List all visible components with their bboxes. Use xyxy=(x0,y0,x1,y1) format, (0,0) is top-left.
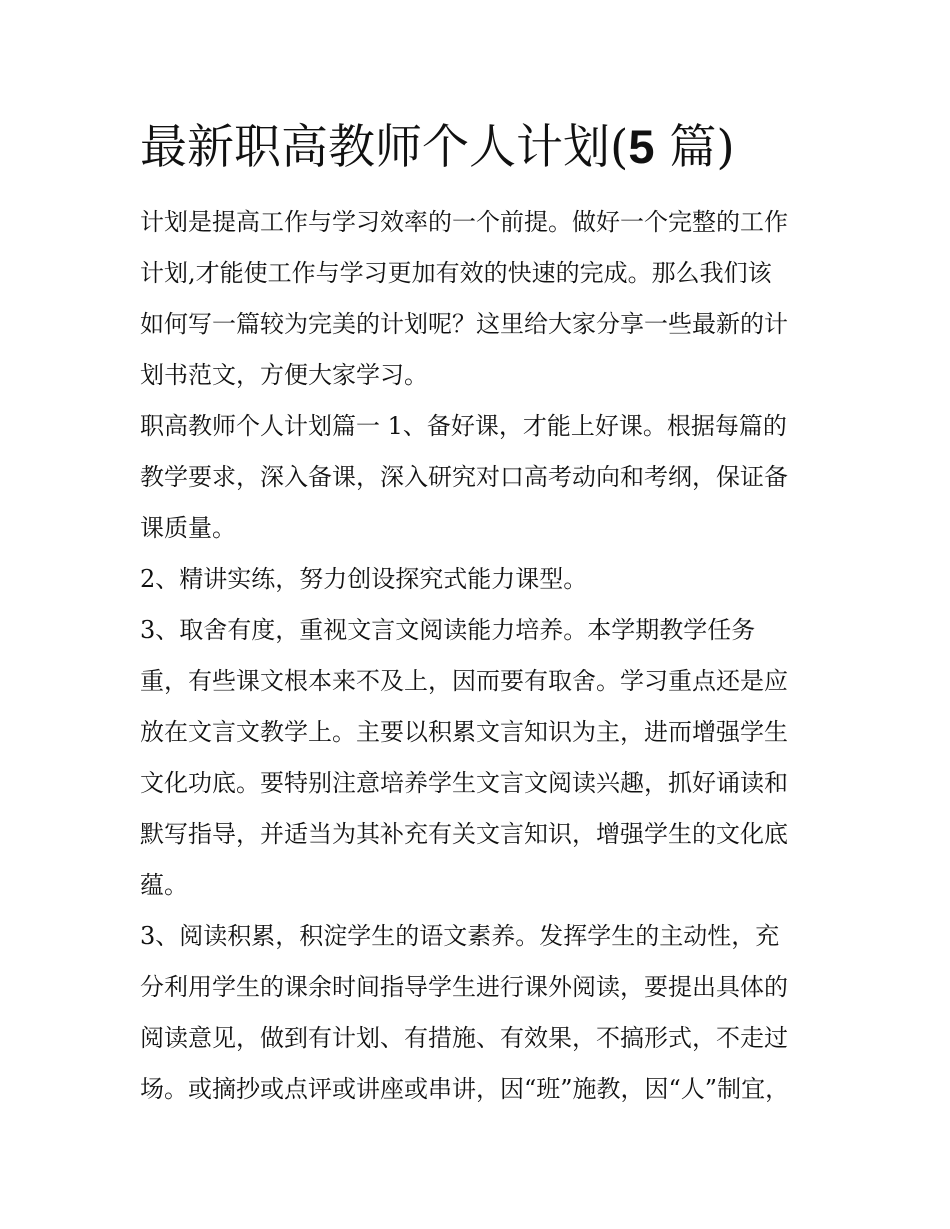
text-line: 课质量。 xyxy=(140,514,236,542)
paragraph-intro xyxy=(140,197,820,401)
document-title-count: 5 xyxy=(628,120,655,173)
text-line: 重，有些课文根本来不及上，因而要有取舍。学习重点还是应 xyxy=(140,667,788,695)
text-line: 放在文言文教学上。主要以积累文言知识为主，进而增强学生 xyxy=(140,718,788,746)
text-line: 划书范文，方便大家学习。 xyxy=(140,361,428,389)
paragraph-plan-one-item-1 xyxy=(140,401,820,554)
paragraph-item-3-reading-accumulation xyxy=(140,911,820,1115)
text-line: 分利用学生的课余时间指导学生进行课外阅读，要提出具体的 xyxy=(140,973,788,1001)
document-title-text: 最新职高教师个人计划( xyxy=(140,120,629,175)
text-line: 蕴。 xyxy=(140,871,188,899)
text-line: 如何写一篇较为完美的计划呢？这里给大家分享一些最新的计 xyxy=(140,310,788,338)
text-line: 场。或摘抄或点评或讲座或串讲，因“班”施教，因“人”制宜， xyxy=(140,1075,790,1103)
document-title-suffix: 篇) xyxy=(654,120,735,175)
text-line: 2、精讲实练，努力创设探究式能力课型。 xyxy=(140,565,588,593)
text-line: 3、取舍有度，重视文言文阅读能力培养。本学期教学任务 xyxy=(140,616,756,644)
text-line: 计划是提高工作与学习效率的一个前提。做好一个完整的工作 xyxy=(140,208,788,236)
text-line: 教学要求，深入备课，深入研究对口高考动向和考纲，保证备 xyxy=(140,463,788,491)
text-line: 默写指导，并适当为其补充有关文言知识，增强学生的文化底 xyxy=(140,820,788,848)
text-line: 3、阅读积累，积淀学生的语文素养。发挥学生的主动性，充 xyxy=(140,922,780,950)
document-body xyxy=(140,197,820,1115)
text-line: 职高教师个人计划篇一 1、备好课，才能上好课。根据每篇的 xyxy=(140,412,787,440)
text-line: 阅读意见，做到有计划、有措施、有效果，不搞形式，不走过 xyxy=(140,1024,788,1052)
document-title xyxy=(140,117,735,178)
paragraph-item-3-classical-reading xyxy=(140,605,820,911)
text-line: 文化功底。要特别注意培养学生文言文阅读兴趣，抓好诵读和 xyxy=(140,769,788,797)
text-line: 计划,才能使工作与学习更加有效的快速的完成。那么我们该 xyxy=(140,259,772,287)
paragraph-item-2 xyxy=(140,554,820,605)
